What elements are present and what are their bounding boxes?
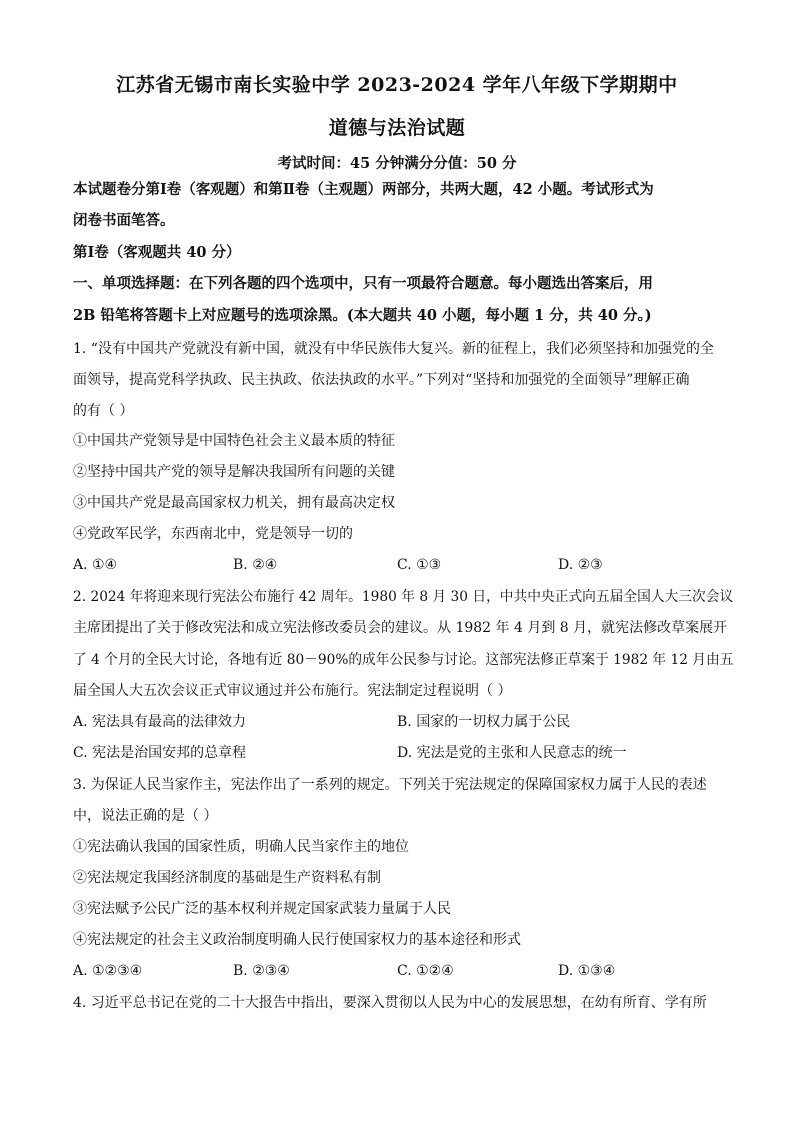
question-3-option-a: A. ①②③④ bbox=[73, 963, 143, 979]
question-1-item: ①中国共产党领导是中国特色社会主义最本质的特征 bbox=[73, 433, 395, 449]
question-1-option-a: A. ①④ bbox=[73, 557, 118, 573]
section-instruction: 一、单项选择题：在下列各题的四个选项中，只有一项最符合题意。每小题选出答案后，用 bbox=[73, 275, 653, 292]
question-1-stem: 面领导，提高党科学执政、民主执政、依法执政的水平。”下列对“坚持和加强党的全面领导”理解正确 bbox=[73, 372, 690, 388]
question-3-stem: 3. 为保证人民当家作主，宪法作出了一系列的规定。下列关于宪法规定的保障国家权力属于人民的表述 bbox=[73, 777, 707, 793]
question-2-option-a: A. 宪法具有最高的法律效力 bbox=[73, 714, 247, 730]
question-3-item: ③宪法赋予公民广泛的基本权利并规定国家武装力量属于人民 bbox=[73, 901, 451, 917]
question-1-option-b: B. ②④ bbox=[233, 557, 278, 573]
question-2-option-d: D. 宪法是党的主张和人民意志的统一 bbox=[397, 745, 627, 761]
question-4-stem: 4. 习近平总书记在党的二十大报告中指出，要深入贯彻以人民为中心的发展思想，在幼有所育、学有所 bbox=[73, 995, 707, 1011]
question-3-item: ④宪法规定的社会主义政治制度明确人民行使国家权力的基本途径和形式 bbox=[73, 932, 521, 948]
section-heading: 第Ⅰ卷（客观题共 40 分） bbox=[73, 244, 241, 261]
question-1-option-d: D. ②③ bbox=[558, 557, 603, 573]
exam-title-line1: 江苏省无锡市南长实验中学 2023-2024 学年八年级下学期期中 bbox=[116, 74, 678, 96]
question-1-item: ③中国共产党是最高国家权力机关，拥有最高决定权 bbox=[73, 495, 395, 511]
question-2-stem: 届全国人大五次会议正式审议通过并公布施行。宪法制定过程说明（ ） bbox=[73, 683, 512, 699]
question-1-item: ②坚持中国共产党的领导是解决我国所有问题的关键 bbox=[73, 464, 395, 480]
question-3-option-b: B. ②③④ bbox=[233, 963, 290, 979]
question-3-item: ②宪法规定我国经济制度的基础是生产资料私有制 bbox=[73, 870, 381, 886]
question-3-item: ①宪法确认我国的国家性质，明确人民当家作主的地位 bbox=[73, 839, 409, 855]
intro-line: 本试题卷分第Ⅰ卷（客观题）和第Ⅱ卷（主观题）两部分，共两大题，42 小题。考试形式为 bbox=[73, 181, 654, 198]
question-2-option-b: B. 国家的一切权力属于公民 bbox=[397, 714, 571, 730]
question-1-stem: 1. “没有中国共产党就没有新中国，就没有中华民族伟大复兴。新的征程上，我们必须坚持和加强党的全 bbox=[73, 341, 714, 357]
question-2-stem: 了 4 个月的全民大讨论，各地有近 80－90%的成年公民参与讨论。这部宪法修正草案于 1982 年 12 月由五 bbox=[73, 652, 734, 668]
question-2-stem: 2. 2024 年将迎来现行宪法公布施行 42 周年。1980 年 8 月 30 日，中共中央正式向五届全国人大三次会议 bbox=[73, 589, 734, 605]
section-instruction: 2B 铅笔将答题卡上对应题号的选项涂黑。(本大题共 40 小题，每小题 1 分，共 40 分。) bbox=[73, 307, 652, 324]
question-1-stem: 的有（ ） bbox=[73, 403, 134, 419]
question-1-option-c: C. ①③ bbox=[397, 557, 442, 573]
question-2-option-c: C. 宪法是治国安邦的总章程 bbox=[73, 745, 247, 761]
intro-line: 闭卷书面笔答。 bbox=[73, 212, 175, 229]
exam-meta: 考试时间：45 分钟满分分值：50 分 bbox=[277, 155, 517, 172]
question-2-stem: 主席团提出了关于修改宪法和成立宪法修改委员会的建议。从 1982 年 4 月到 8 月，就宪法修改草案展开 bbox=[73, 620, 728, 636]
question-3-stem: 中，说法正确的是（ ） bbox=[73, 808, 218, 824]
question-3-option-c: C. ①②④ bbox=[397, 963, 454, 979]
exam-title-line2: 道德与法治试题 bbox=[328, 117, 466, 139]
question-3-option-d: D. ①③④ bbox=[558, 963, 616, 979]
question-1-item: ④党政军民学，东西南北中，党是领导一切的 bbox=[73, 526, 353, 542]
